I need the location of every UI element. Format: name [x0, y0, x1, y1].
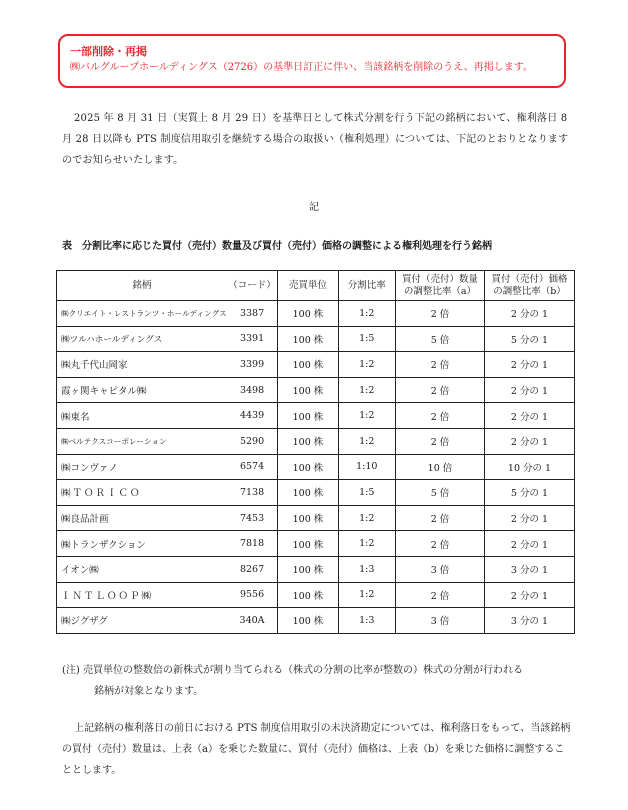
row-price: 3 分の 1: [485, 556, 575, 582]
header-price-line1: 買付（売付）価格: [491, 273, 568, 285]
table-row: [57, 301, 575, 327]
row-price: 2 分の 1: [485, 531, 575, 557]
row-unit: 100 株: [278, 556, 338, 582]
header-qty-line1: 買付（売付）数量: [401, 273, 478, 285]
row-ratio: 1:3: [338, 556, 395, 582]
row-unit: 100 株: [278, 403, 338, 429]
row-name: ㈱良品計画: [57, 505, 227, 531]
row-price: 5 分の 1: [485, 326, 575, 352]
row-unit: 100 株: [278, 480, 338, 506]
row-name: イオン㈱: [57, 556, 227, 582]
row-ratio: 1:2: [338, 505, 395, 531]
table-row: [57, 531, 575, 557]
row-price: 10 分の 1: [485, 454, 575, 480]
row-ratio: 1:2: [338, 582, 395, 608]
row-name: ㈱トランザクション: [57, 531, 227, 557]
row-qty: 5 倍: [395, 480, 484, 506]
row-price: 2 分の 1: [485, 428, 575, 454]
table-header-row: [57, 271, 575, 301]
table-row: [57, 403, 575, 429]
row-unit: 100 株: [278, 428, 338, 454]
row-ratio: 1:2: [338, 352, 395, 378]
row-unit: 100 株: [278, 608, 338, 634]
row-code: 3391: [227, 326, 278, 352]
row-code: 7818: [227, 531, 278, 557]
row-price: 2 分の 1: [485, 403, 575, 429]
table-row: [57, 608, 575, 634]
row-price: 2 分の 1: [485, 377, 575, 403]
notice-title: 一部削除・再掲: [70, 45, 147, 58]
intro-paragraph: 2025 年 8 月 31 日（実質上 8 月 29 日）を基準日として株式分割を行う下記の銘柄において、権利落日 8 月 28 日以降も PTS 制度信用取引を継続する場合の取扱い（権利処理）については、下記のとおりとなりますのでお知らせいたします。: [62, 113, 569, 166]
table-row: [57, 582, 575, 608]
row-qty: 2 倍: [395, 531, 484, 557]
row-qty: 2 倍: [395, 505, 484, 531]
row-code: 340A: [227, 608, 278, 634]
row-name: ㈱コンヴァノ: [57, 454, 227, 480]
row-ratio: 1:2: [338, 403, 395, 429]
ki-heading: 記: [309, 202, 319, 213]
correction-notice-box: [58, 34, 566, 88]
header-ratio: 分割比率: [338, 271, 395, 301]
row-code: 7138: [227, 480, 278, 506]
row-qty: 2 倍: [395, 403, 484, 429]
row-qty: 10 倍: [395, 454, 484, 480]
row-ratio: 1:5: [338, 480, 395, 506]
row-unit: 100 株: [278, 531, 338, 557]
notice-body: ㈱バルグループホールディングス（2726）の基準日訂正に伴い、当該銘柄を削除のうえ、再掲します。: [70, 62, 533, 73]
row-name: ㈱東名: [57, 403, 227, 429]
row-ratio: 1:3: [338, 608, 395, 634]
row-unit: 100 株: [278, 377, 338, 403]
table-row: [57, 377, 575, 403]
header-code: （コード）: [227, 271, 278, 301]
row-qty: 3 倍: [395, 608, 484, 634]
row-name: ㈱ジグザグ: [57, 608, 227, 634]
row-name: ㈱ＴＯＲＩＣＯ: [57, 480, 227, 506]
row-unit: 100 株: [278, 582, 338, 608]
row-ratio: 1:2: [338, 531, 395, 557]
closing-paragraph: 上記銘柄の権利落日の前日における PTS 制度信用取引の未決済勘定については、権利落日をもって、当該銘柄の買付（売付）数量は、上表（a）を乗じた数量に、買付（売付）価格は、上表（b）を乗じた価格に調整することとします。: [62, 723, 571, 776]
row-ratio: 1:5: [338, 326, 395, 352]
row-name: ㈱丸千代山岡家: [57, 352, 227, 378]
row-code: 8267: [227, 556, 278, 582]
row-code: 3399: [227, 352, 278, 378]
row-price: 2 分の 1: [485, 582, 575, 608]
row-name: ㈱ベルテクスコーポレーション: [57, 428, 227, 454]
row-code: 7453: [227, 505, 278, 531]
row-price: 5 分の 1: [485, 480, 575, 506]
row-ratio: 1:2: [338, 301, 395, 327]
footnote: [62, 660, 574, 702]
footnote-line2: 銘柄が対象となります。: [94, 686, 204, 697]
row-qty: 2 倍: [395, 352, 484, 378]
row-name: ＩＮＴＬＯＯＰ㈱: [57, 582, 227, 608]
footnote-line1: (注) 売買単位の整数倍の新株式が割り当てられる（株式の分割の比率が整数の）株式の分割が行われる: [62, 665, 523, 676]
row-price: 2 分の 1: [485, 301, 575, 327]
row-code: 6574: [227, 454, 278, 480]
row-unit: 100 株: [278, 505, 338, 531]
table-row: [57, 505, 575, 531]
row-ratio: 1:10: [338, 454, 395, 480]
row-name: 霞ヶ関キャピタル㈱: [57, 377, 227, 403]
row-price: 3 分の 1: [485, 608, 575, 634]
header-price-line2: の調整比率（b）: [493, 285, 566, 297]
row-code: 5290: [227, 428, 278, 454]
row-code: 3498: [227, 377, 278, 403]
row-name: ㈱クリエイト・レストランツ・ホールディングス: [57, 301, 227, 327]
row-price: 2 分の 1: [485, 505, 575, 531]
table-row: [57, 428, 575, 454]
header-unit: 売買単位: [278, 271, 338, 301]
row-qty: 3 倍: [395, 556, 484, 582]
table-title: 表 分割比率に応じた買付（売付）数量及び買付（売付）価格の調整による権利処理を行う銘柄: [62, 241, 492, 252]
header-name: 銘柄: [57, 271, 227, 301]
row-ratio: 1:2: [338, 377, 395, 403]
row-code: 9556: [227, 582, 278, 608]
row-code: 3387: [227, 301, 278, 327]
row-unit: 100 株: [278, 326, 338, 352]
row-unit: 100 株: [278, 454, 338, 480]
row-qty: 2 倍: [395, 301, 484, 327]
row-code: 4439: [227, 403, 278, 429]
header-qty-line2: の調整比率（a）: [403, 285, 477, 297]
row-price: 2 分の 1: [485, 352, 575, 378]
table-row: [57, 556, 575, 582]
row-qty: 2 倍: [395, 428, 484, 454]
header-qty-adjust: [395, 271, 484, 301]
row-unit: 100 株: [278, 301, 338, 327]
table-row: [57, 480, 575, 506]
row-qty: 2 倍: [395, 377, 484, 403]
row-ratio: 1:2: [338, 428, 395, 454]
table-row: [57, 454, 575, 480]
table-row: [57, 326, 575, 352]
header-price-adjust: [485, 271, 575, 301]
rights-processing-table: [56, 270, 575, 634]
row-name: ㈱ツルハホールディングス: [57, 326, 227, 352]
row-qty: 2 倍: [395, 582, 484, 608]
table-row: [57, 352, 575, 378]
row-unit: 100 株: [278, 352, 338, 378]
row-qty: 5 倍: [395, 326, 484, 352]
